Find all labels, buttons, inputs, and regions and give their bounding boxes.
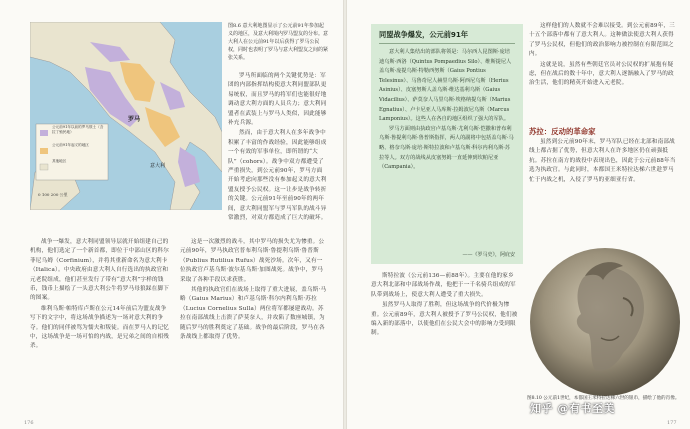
sidebar-title: 同盟战争爆发，公元前91年 xyxy=(379,30,469,39)
left-right-column xyxy=(228,72,328,242)
paragraph: 虽然到公元前90年末，罗马军队已经在北部和南部战线上都占据了优势，但意大利人在许多地区仍在顽强抵抗。苏拉在南方的战役中表现出色，因此于公元前88年当选为执政官。与此同时，本都国王米特拉达梯六世趁罗马忙于内战之机，入侵了罗马的亚细亚行省。 xyxy=(529,139,676,183)
paragraph: 战争一爆发，意大利同盟领导层就开始组建自己的机构，他们选定了一个新首都，即位于中部山区的科尔菲尼乌姆（Corfinium），并将其重新命名为意大利卡（Italica）。中央政府由意大利人自行选出的执政官和元老院组成，他们甚至发行了带有“意大利”字样的钱币，钱币上描绘了一头意大利公牛将罗马母狼踩在脚下的图案。 xyxy=(30,239,170,302)
italy-map xyxy=(30,22,222,210)
paragraph: 虽然罗马人取得了胜利，但这场战争的代价极为惨重。公元前89年，意大利人被授予了罗马公民权，他们被编入新的部落中，以使他们在公民大会中的影响力受到限制。 xyxy=(371,302,518,337)
map-scale: 0 100 200 公里 xyxy=(38,192,68,197)
sidebar-source: ——《罗马史》，阿庇安 xyxy=(462,252,515,258)
map-caption: 图8.6 意大利地图显示了公元前91年参加起义的地区，及意大利境内罗马盟友的分布。意大利人在公元前91年以后获得了罗马公民权，同时也表明了罗马与意大利盟友之间的紧张关系。 xyxy=(228,23,329,61)
right-bottom-column xyxy=(529,138,677,234)
legend-swatch-roman xyxy=(40,130,48,136)
paragraph: 这是一次激烈的战斗，其中罗马的损失尤为惨重。公元前90年，罗马执政官普布利乌斯·鲁提利乌斯·鲁普斯（Publius Rutilius Rufus）战死沙场。次年，又有一位执政官卢基乌斯·波尔基乌斯·加图战死。战争中，罗马采取了各种手段以求获胜。 xyxy=(180,239,325,283)
legend-label-roman: 公元前91年以前的罗马领土（含拉丁殖民地） xyxy=(52,125,104,134)
map-label-italy: 意大利 xyxy=(150,163,166,169)
watermark: 知乎 @有书至美 xyxy=(530,402,615,415)
coin-caption: 图8.10 公元前1世纪，本都国王米特拉达梯六世的银币，描绘了他的肖像。 xyxy=(527,396,680,401)
paragraph: 这样他们的人数就不会难以接受。到公元前89年，三十五个部落中都有了意大利人。这种做法使意大利人获得了罗马公民权，但他们的政治影响力被控制在有限范围之内。 xyxy=(529,23,675,58)
legend-swatch-other xyxy=(40,164,48,170)
paragraph: 维利乌斯·帕特库卢斯在公元14年前后为盟友战争写下的文字中，将这场战争描述为一场对意大利的争夺。他们的同伴被骂为懦夫和叛徒。而在罗马人的记忆中，这场战争是一场可怕的内战，是兄弟之间的自相残杀。 xyxy=(30,305,170,350)
paragraph: 其他的执政官们在战场上取得了重大进展，盖乌斯·马略（Gaius Marius）和卢基乌斯·科尔内利乌斯·苏拉（Lucius Cornelius Sulla）两位将军都屡建战功。苏拉在南部战线上击溃了萨莫奈人，并攻陷了数座城镇，为随后罗马的胜利奠定了基础。战争的最后阶段，罗马在各条战线上都取得了优势。 xyxy=(180,287,327,341)
legend-swatch-revolt xyxy=(40,148,48,154)
left-bottom-right-column xyxy=(180,238,328,418)
legend-label-other: 其他地区 xyxy=(52,159,67,163)
map-label-rome: 罗马 xyxy=(128,116,141,123)
left-bottom-left-column xyxy=(30,238,170,418)
page-number-right: 177 xyxy=(667,420,677,426)
legend-text xyxy=(52,125,106,164)
paragraph: 斯特拉波（公元前136—前88年）。主要在他的家乡意大利北部和中部战场作战，他把于一千名骑兵组成的军队带到战场上，使意大利人遭受了重大损失。 xyxy=(371,273,516,298)
coin-image xyxy=(523,238,690,398)
left-page xyxy=(0,0,343,429)
paragraph: 这就是说，虽然有些朝廷官员对公民权的扩展抱有疑虑，但在战后的数十年中，意大利人逐渐融入了罗马的政治生活，他们的精英开始进入元老院。 xyxy=(529,61,674,87)
map-graphic xyxy=(30,22,222,210)
right-page xyxy=(347,0,690,429)
sidebar-paragraph: 罗马方面则由执政官卢基乌斯·尤利乌斯·恺撒和普布利乌斯·鲁提利乌斯·鲁普斯指挥，两人的副将中包括盖乌斯·马略、格奈乌斯·庞培·斯特拉波和卢基乌斯·科尔内利乌斯·苏拉等人。双方的战线从皮塞努姆一直延伸到坎帕尼亚（Campania）。 xyxy=(379,125,514,171)
sidebar-paragraph: 意大利人集结出的部队将领是：马尔西人昆图斯·庞培迪乌斯·西洛（Quintus Pompaedius Silo）、维斯提尼人盖乌斯·庞提乌斯·特勒西努斯（Gaius Pontius Telesinus）、马鲁奇尼人赫里乌斯·阿西尼乌斯（Herius Asinius）、皮塞努斯人盖乌斯·维达基利乌斯（Gaius Vidacilius）、萨莫奈人马里乌斯·埃格纳提乌斯（Marius Egnatius）、卢卡尼亚人马库斯·拉姆波尼乌斯（Marcus Lamponius）。这些人在各自的地区组织了强大的军队。 xyxy=(379,49,512,123)
paragraph: 然而，由于意大利人在多年战争中积累了丰富的作战经验，因此能够组成一个有效的军事单位，即所谓的“大队”（cohors）。战争中双方都遭受了严重损失，到公元前90年，罗马方面开始考虑向那些没有参加起义的意大利盟友授予公民权。这一让步是战争转折的关键。公元前91年至前90年的两年间，意大利同盟军与罗马军队的战斗异常激烈，对双方都造成了巨大的破坏。 xyxy=(228,130,327,222)
section-heading: 苏拉：反动的革命家 xyxy=(529,127,596,136)
right-top-column xyxy=(529,22,677,122)
page-number-left: 176 xyxy=(24,420,34,426)
sidebar-text xyxy=(379,48,515,173)
right-bottom-left-column xyxy=(371,272,519,422)
paragraph: 罗马所面临的两个关键优势是：军团的内部指挥结构使意大利同盟部队更易统驭，而且罗马的将军们也能很好地调动意大利方面的人员兵力；意大利同盟者在武装上与罗马人类似，因此能够补充兵源。 xyxy=(228,73,327,127)
sidebar-divider xyxy=(379,43,515,44)
legend-label-revolt: 公元前91年起义的地区 xyxy=(52,143,89,147)
sidebar-box xyxy=(371,24,523,264)
